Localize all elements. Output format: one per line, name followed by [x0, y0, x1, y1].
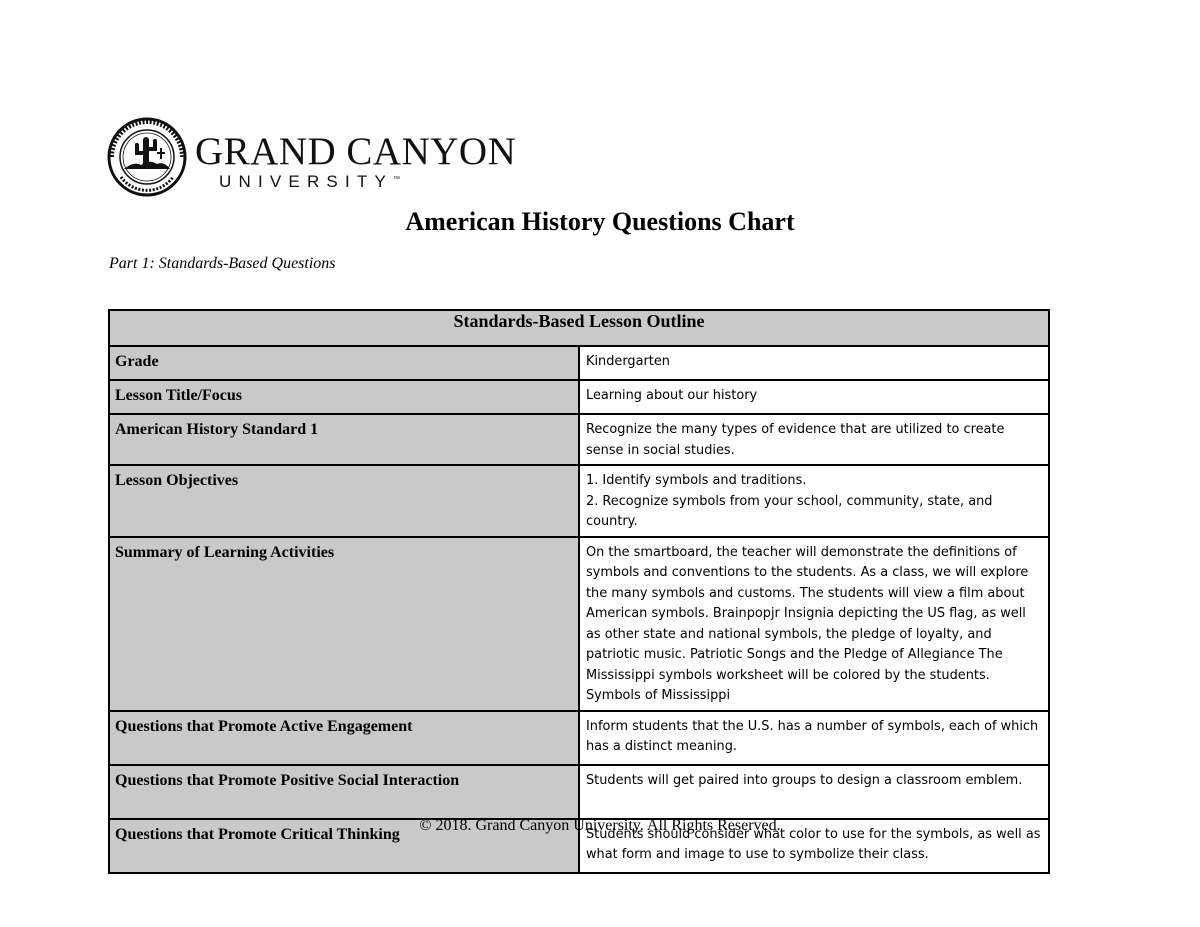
row-label-objectives: Lesson Objectives — [109, 465, 579, 537]
row-label-social-interaction: Questions that Promote Positive Social Interaction — [109, 765, 579, 819]
table-row — [109, 465, 1049, 537]
row-value-lesson-title: Learning about our history — [579, 380, 1049, 414]
page-title: American History Questions Chart — [405, 207, 795, 236]
row-value-active-engagement: Inform students that the U.S. has a number of symbols, each of which has a distinct meaning. — [579, 711, 1049, 765]
table-row — [109, 537, 1049, 711]
table-header: Standards-Based Lesson Outline — [109, 310, 1049, 346]
row-label-grade: Grade — [109, 346, 579, 380]
objective-2: 2. Recognize symbols from your school, community, state, and country. — [586, 493, 993, 529]
part-heading: Part 1: Standards-Based Questions — [109, 255, 336, 272]
row-value-critical-thinking: Students should consider what color to use for the symbols, as well as what form and image to use to symbolize their class. — [579, 819, 1049, 873]
row-value-summary: On the smartboard, the teacher will demonstrate the definitions of symbols and conventions to the students. As a class, we will explore the many symbols and customs. The students will view a film about American symbols. Brainpopjr Insignia depicting the US flag, as well as other state and national symbols, the pledge of loyalty, and patriotic music. Patriotic Songs and the Pledge of Allegiance The Mississippi symbols worksheet will be colored by the students. Symbols of Mississippi — [579, 537, 1049, 711]
table-row — [109, 346, 1049, 380]
university-logo — [107, 117, 517, 197]
logo-wordmark: GRAND CANYON — [195, 130, 517, 173]
row-label-active-engagement: Questions that Promote Active Engagement — [109, 711, 579, 765]
table-row — [109, 414, 1049, 465]
row-value-grade: Kindergarten — [579, 346, 1049, 380]
logo-subtitle-text: UNIVERSITY — [219, 172, 394, 191]
row-value-standard: Recognize the many types of evidence that are utilized to create sense in social studies. — [579, 414, 1049, 465]
university-seal-icon — [107, 117, 187, 197]
table-header-row — [109, 310, 1049, 346]
row-value-social-interaction: Students will get paired into groups to design a classroom emblem. — [579, 765, 1049, 819]
row-label-lesson-title: Lesson Title/Focus — [109, 380, 579, 414]
trademark-symbol: ™ — [393, 176, 401, 183]
objective-1: 1. Identify symbols and traditions. — [586, 473, 807, 488]
row-label-standard: American History Standard 1 — [109, 414, 579, 465]
table-row — [109, 380, 1049, 414]
table-row — [109, 765, 1049, 819]
row-label-summary: Summary of Learning Activities — [109, 537, 579, 711]
logo-subtitle — [219, 172, 400, 192]
row-value-objectives — [579, 465, 1049, 537]
lesson-outline-table — [108, 309, 1050, 874]
copyright-footer: © 2018. Grand Canyon University. All Rights Reserved. — [419, 817, 781, 834]
table-row — [109, 711, 1049, 765]
row-label-critical-thinking: Questions that Promote Critical Thinking — [109, 819, 579, 873]
